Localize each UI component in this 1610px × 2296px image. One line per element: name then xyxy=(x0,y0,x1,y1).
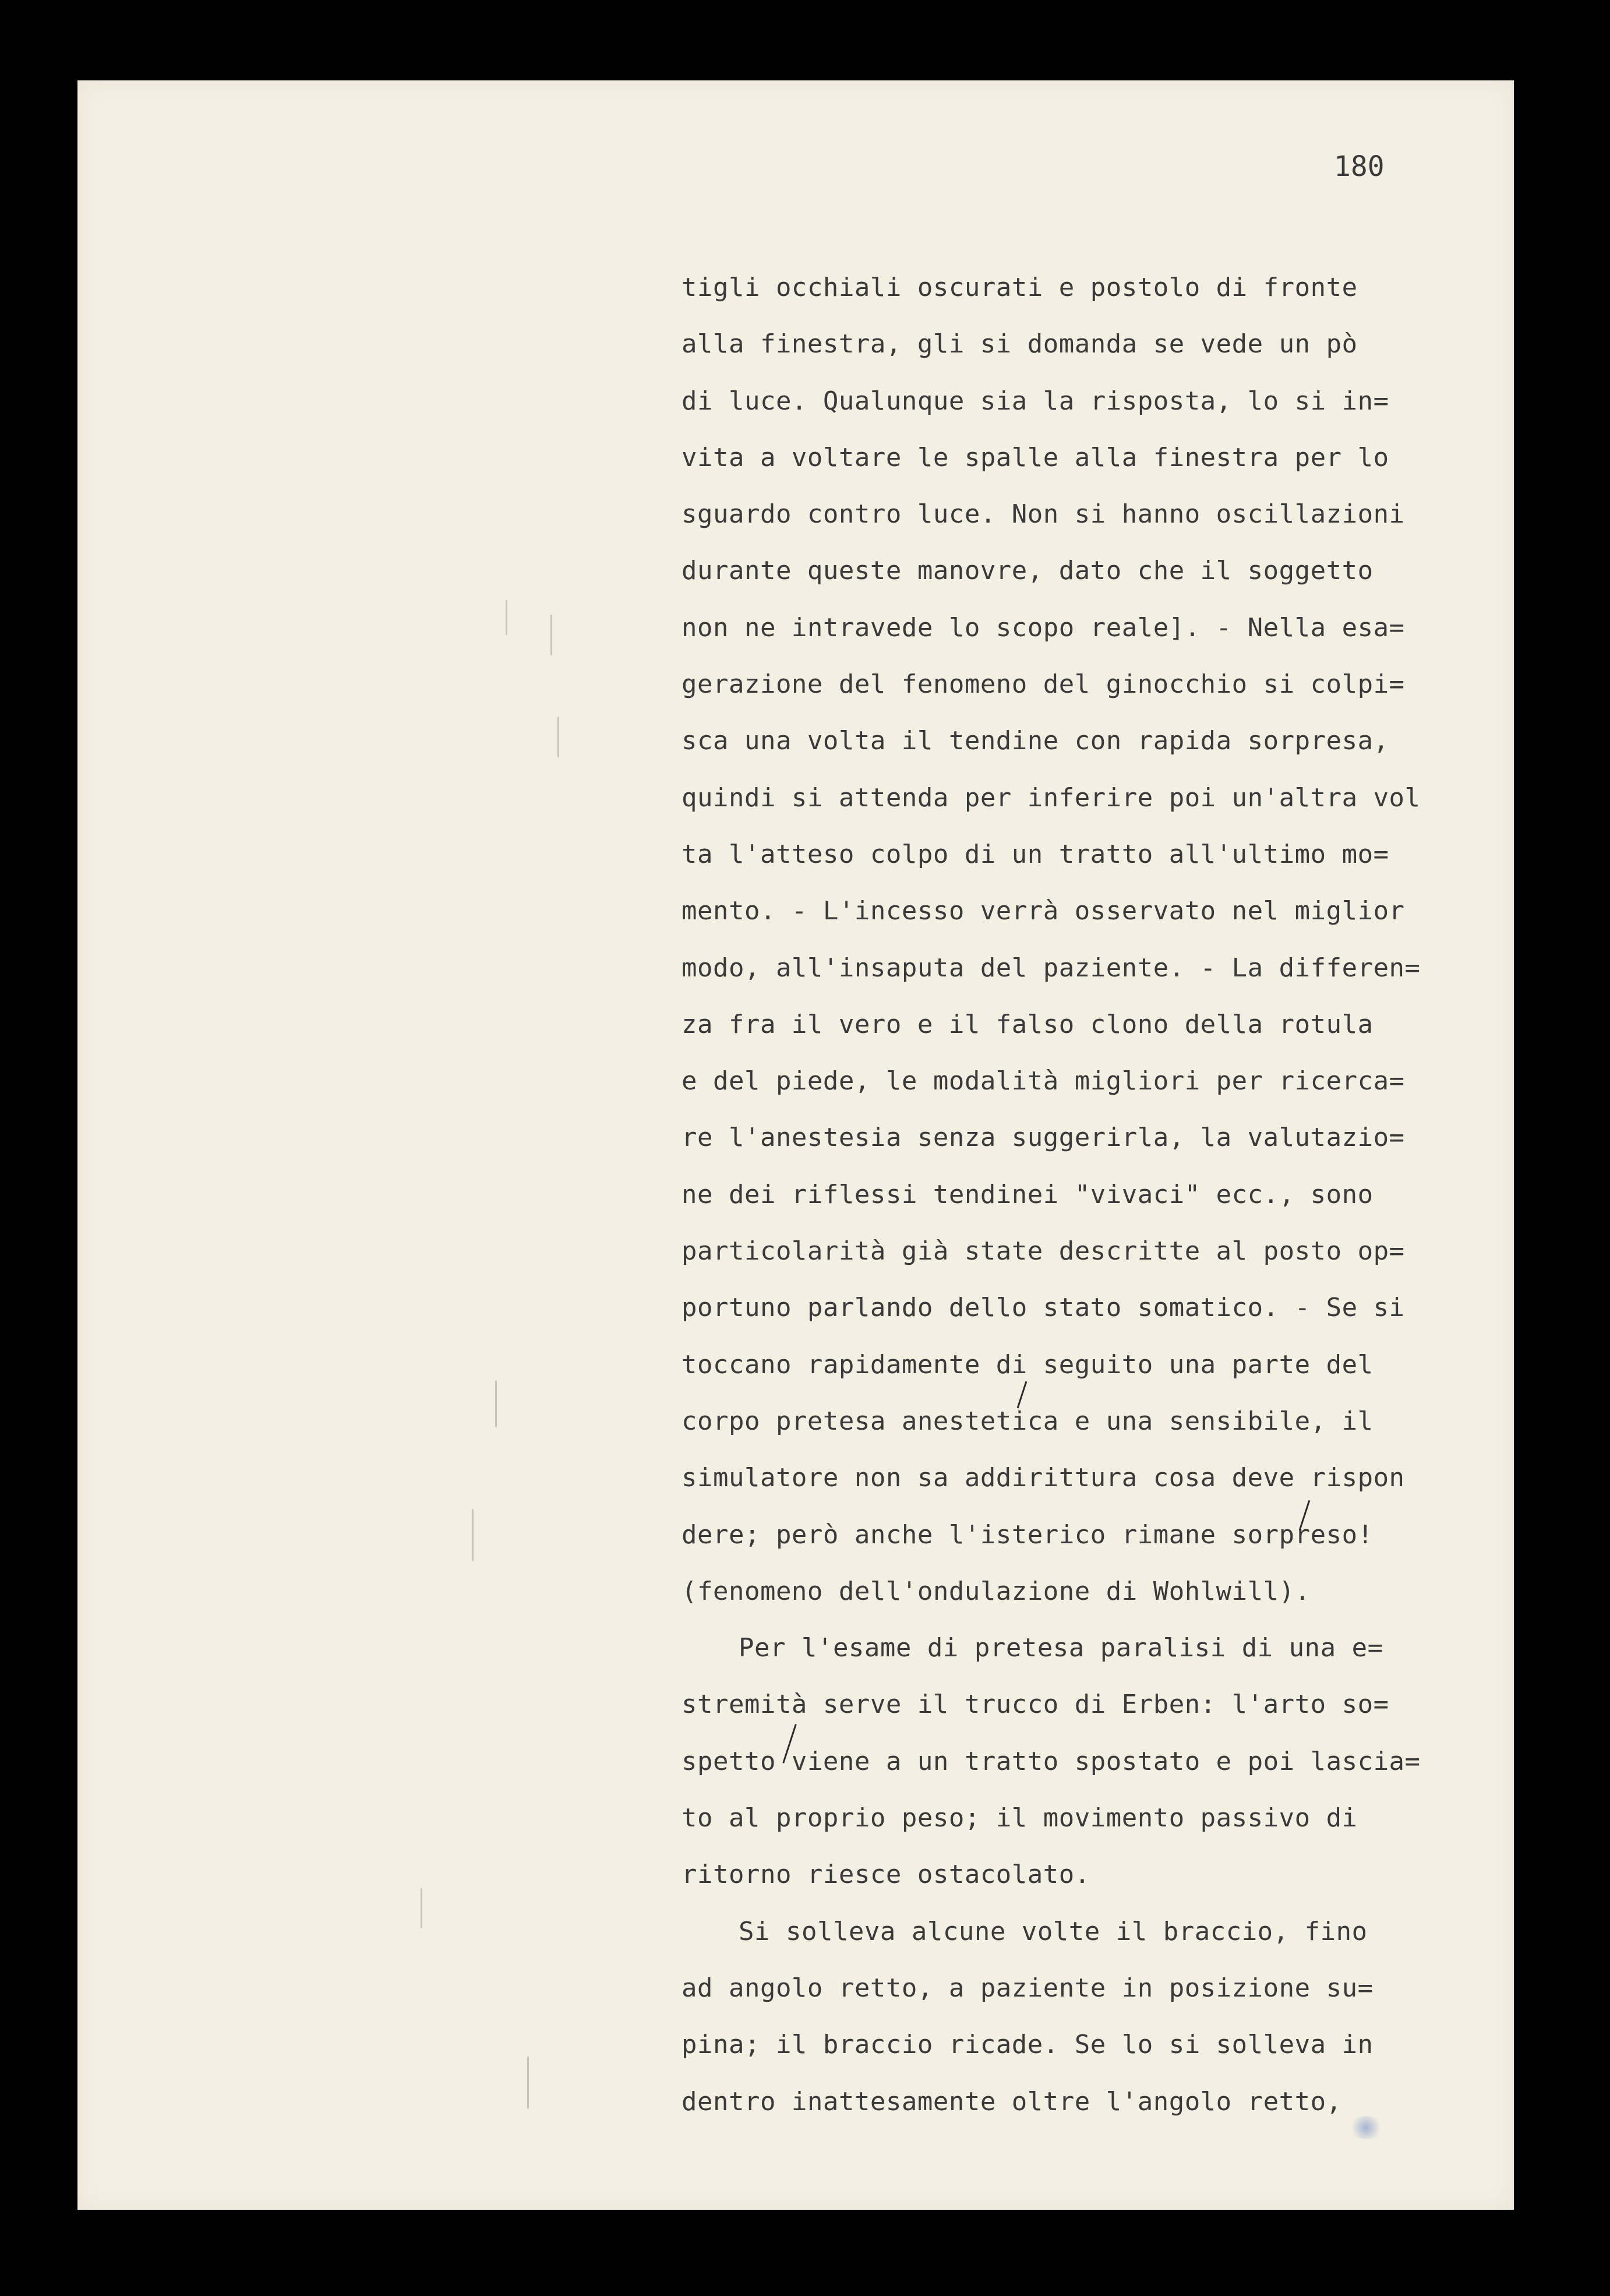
text-line: ta l'atteso colpo di un tratto all'ultimo mo= xyxy=(682,839,1389,869)
text-line: dere; però anche l'isterico rimane sorpreso! xyxy=(682,1519,1374,1550)
bleed-through-mark xyxy=(472,1509,474,1561)
text-line: modo, all'insaputa del paziente. - La differen= xyxy=(682,953,1421,983)
text-line: ritorno riesce ostacolato. xyxy=(682,1860,1090,1890)
text-line: vita a voltare le spalle alla finestra per lo xyxy=(682,442,1389,472)
text-line: pina; il braccio ricade. Se lo si solleva in xyxy=(682,2030,1374,2060)
text-line: sca una volta il tendine con rapida sorpresa, xyxy=(682,726,1389,756)
text-line: za fra il vero e il falso clono della rotula xyxy=(682,1009,1374,1039)
bleed-through-mark xyxy=(421,1888,422,1928)
text-line: alla finestra, gli si domanda se vede un pò xyxy=(682,329,1358,359)
bleed-through-mark xyxy=(506,600,507,635)
text-line: portuno parlando dello stato somatico. - Se si xyxy=(682,1293,1405,1323)
text-line: ne dei riflessi tendinei "vivaci" ecc., sono xyxy=(682,1179,1374,1209)
bleed-through-mark xyxy=(527,2057,529,2109)
text-line: simulatore non sa addirittura cosa deve rispon xyxy=(682,1463,1405,1493)
bleed-through-mark xyxy=(550,615,552,655)
text-line: to al proprio peso; il movimento passivo di xyxy=(682,1803,1358,1833)
bleed-through-mark xyxy=(557,717,559,757)
text-line: durante queste manovre, dato che il soggetto xyxy=(682,556,1374,586)
text-line: particolarità già state descritte al posto op= xyxy=(682,1236,1405,1267)
page-number: 180 xyxy=(1334,150,1385,183)
ink-blot xyxy=(1348,2116,1383,2139)
bleed-through-mark xyxy=(495,1381,497,1427)
paragraph-start-line: Si solleva alcune volte il braccio, fino xyxy=(739,1916,1368,1946)
text-line: quindi si attenda per inferire poi un'altra vol xyxy=(682,782,1421,813)
text-line: mento. - L'incesso verrà osservato nel miglior xyxy=(682,896,1405,926)
text-line: stremità serve il trucco di Erben: l'arto so= xyxy=(682,1690,1389,1720)
text-line: di luce. Qualunque sia la risposta, lo si in= xyxy=(682,386,1389,416)
paragraph-start-line: Per l'esame di pretesa paralisi di una e= xyxy=(739,1633,1383,1663)
text-line: corpo pretesa anestetica e una sensibile, il xyxy=(682,1406,1374,1436)
text-line: sguardo contro luce. Non si hanno oscillazioni xyxy=(682,499,1405,530)
text-line: tigli occhiali oscurati e postolo di fronte xyxy=(682,273,1358,302)
text-line: non ne intravede lo scopo reale]. - Nella esa= xyxy=(682,612,1405,643)
body-text xyxy=(682,259,1497,2130)
text-line: dentro inattesamente oltre l'angolo retto, xyxy=(682,2086,1342,2117)
text-line: (fenomeno dell'ondulazione di Wohlwill). xyxy=(682,1576,1311,1606)
text-line: toccano rapidamente di seguito una parte del xyxy=(682,1349,1374,1380)
text-line: spetto viene a un tratto spostato e poi lascia= xyxy=(682,1746,1421,1776)
text-line: e del piede, le modalità migliori per ricerca= xyxy=(682,1066,1405,1096)
text-line: gerazione del fenomeno del ginocchio si colpi= xyxy=(682,669,1405,700)
text-line: ad angolo retto, a paziente in posizione su= xyxy=(682,1973,1374,2003)
text-line: re l'anestesia senza suggerirla, la valutazio= xyxy=(682,1123,1405,1153)
